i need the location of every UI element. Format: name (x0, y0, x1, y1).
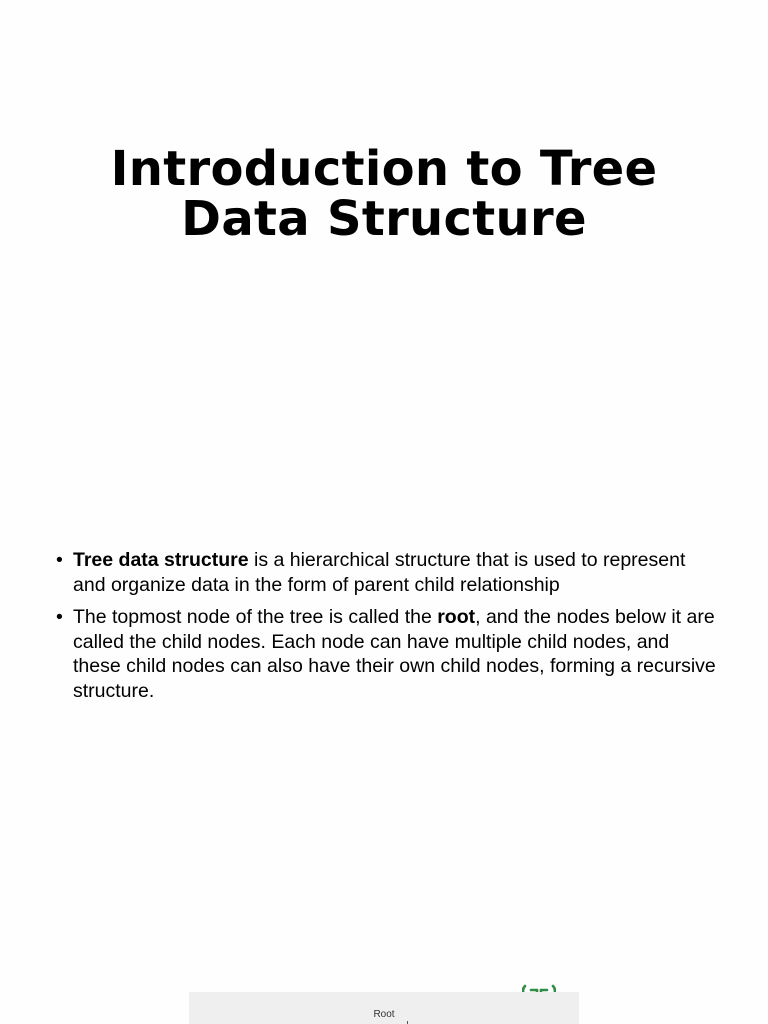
bullet-text: , and the nodes below it are called the child nodes. Each node can have multiple child nodes, and these child nodes can also have their own child nodes, forming a recursive structure. (73, 606, 716, 702)
slide-title-line-2: Data Structure (181, 191, 587, 248)
slide-title-line-1: Introduction to Tree (110, 141, 658, 198)
bullet-bold-text: Tree data structure (73, 549, 249, 571)
bullet-text: The topmost node of the tree is called the (73, 606, 438, 628)
bullet-list (56, 548, 718, 711)
bullet-dot: • (56, 606, 63, 628)
bullet-item (56, 548, 718, 597)
bullet-bold-text: root (437, 606, 476, 628)
bullet-text: is a hierarchical structure that is used to represent and organize data in the form of parent child relationship (73, 549, 686, 596)
slide-title (0, 141, 768, 248)
bullet-item (56, 605, 718, 703)
root-node-label: Root (373, 1009, 395, 1020)
tree-diagram-image (189, 992, 579, 1024)
bullet-dot: • (56, 549, 63, 571)
